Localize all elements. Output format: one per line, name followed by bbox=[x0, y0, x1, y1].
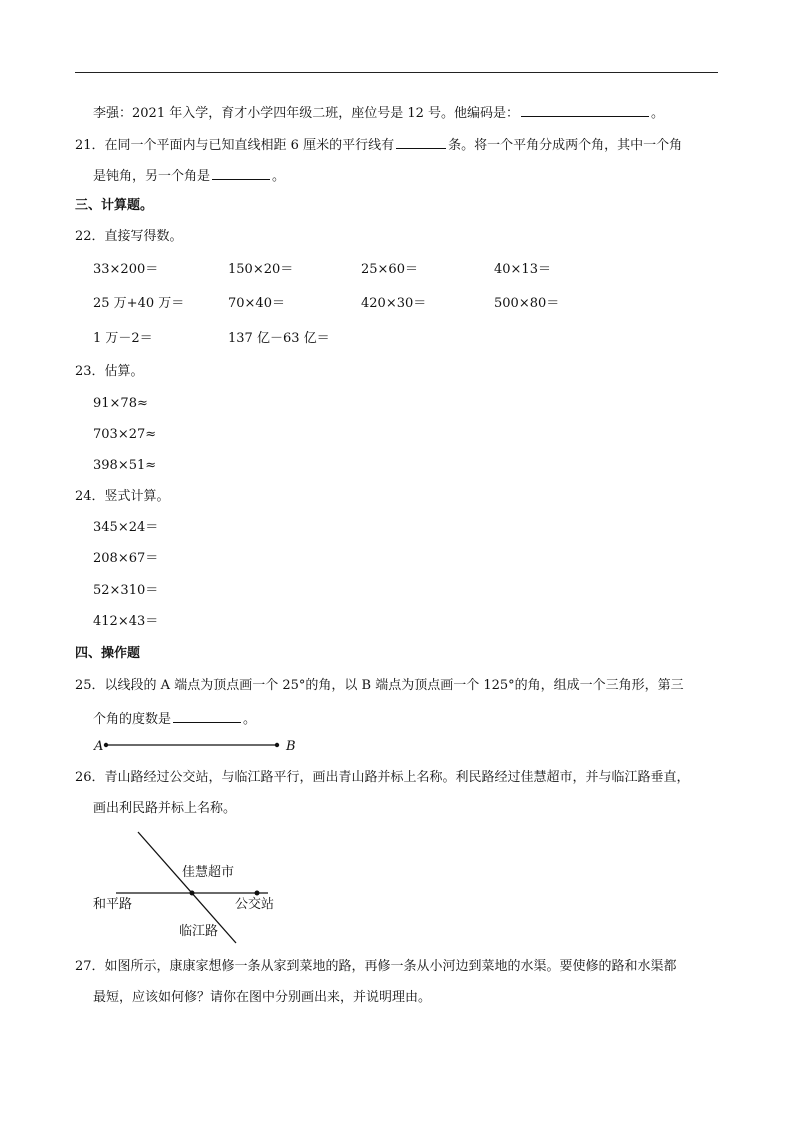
q25-text-c: 。 bbox=[243, 712, 257, 727]
q22-item[interactable]: 25×60＝ bbox=[361, 262, 418, 277]
q25-number: 25． bbox=[75, 678, 105, 693]
label-bus-stop: 公交站 bbox=[235, 897, 275, 912]
segment-ab bbox=[104, 743, 279, 747]
q22-title: 直接写得数。 bbox=[104, 229, 183, 244]
q26-text-a: 青山路经过公交站，与临江路平行，画出青山路并标上名称。利民路经过佳慧超市，并与临江路垂直， bbox=[104, 770, 690, 785]
q27-number: 27． bbox=[75, 959, 105, 974]
q24-item[interactable]: 345×24＝ bbox=[93, 520, 159, 535]
q22-item[interactable]: 420×30＝ bbox=[361, 296, 427, 311]
section-3-heading: 三、计算题。 bbox=[75, 198, 154, 213]
q22-item[interactable]: 137 亿－63 亿＝ bbox=[228, 331, 330, 346]
q27-text-a: 如图所示，康康家想修一条从家到菜地的路，再修一条从小河边到菜地的水渠。要使修的路和水渠都 bbox=[104, 959, 677, 974]
q21-number: 21． bbox=[75, 138, 105, 153]
q25-text-b: 个角的度数是 bbox=[93, 712, 172, 727]
q22-item[interactable]: 40×13＝ bbox=[494, 262, 551, 277]
q22-item[interactable]: 25 万+40 万＝ bbox=[93, 296, 185, 311]
bus-stop-point bbox=[255, 891, 260, 896]
segment-label-a: A bbox=[94, 739, 104, 754]
q21-text-c: 是钝角，另一个角是 bbox=[93, 169, 211, 184]
q23-item[interactable]: 91×78≈ bbox=[93, 396, 148, 411]
q24-item[interactable]: 412×43＝ bbox=[93, 614, 159, 629]
label-supermarket: 佳慧超市 bbox=[182, 865, 235, 880]
q22-item[interactable]: 1 万－2＝ bbox=[93, 331, 153, 346]
q23-item[interactable]: 398×51≈ bbox=[93, 458, 157, 473]
q21-text-b: 条。将一个平角分成两个角，其中一个角 bbox=[448, 138, 683, 153]
q22-item[interactable]: 500×80＝ bbox=[494, 296, 560, 311]
q21-text-d: 。 bbox=[272, 169, 286, 184]
q24-number: 24． bbox=[75, 489, 105, 504]
q23-title: 估算。 bbox=[104, 364, 144, 379]
q26-line2: 画出利民路并标上名称。 bbox=[93, 801, 237, 816]
q20-text: 李强：2021 年入学，育才小学四年级二班，座位号是 12 号。他编码是： bbox=[93, 106, 520, 121]
q23-item[interactable]: 703×27≈ bbox=[93, 427, 157, 442]
q22-item[interactable]: 70×40＝ bbox=[228, 296, 285, 311]
q22-item[interactable]: 150×20＝ bbox=[228, 262, 294, 277]
q24-title: 竖式计算。 bbox=[104, 489, 170, 504]
q24-item[interactable]: 208×67＝ bbox=[93, 551, 159, 566]
q27-line2: 最短，应该如何修？请你在图中分别画出来，并说明理由。 bbox=[93, 990, 432, 1005]
label-heping-road: 和平路 bbox=[93, 897, 133, 912]
point-a bbox=[104, 743, 108, 747]
q25-text-a: 以线段的 A 端点为顶点画一个 25°的角，以 B 端点为顶点画一个 125°的角，组成一个三角形，第三 bbox=[104, 678, 684, 693]
supermarket-point bbox=[190, 891, 195, 896]
q21-text-a: 在同一个平面内与已知直线相距 6 厘米的平行线有 bbox=[104, 138, 395, 153]
q26-number: 26． bbox=[75, 770, 105, 785]
point-b bbox=[275, 743, 279, 747]
q24-item[interactable]: 52×310＝ bbox=[93, 583, 159, 598]
linjiang-road-line bbox=[138, 832, 236, 943]
road-map-figure bbox=[116, 832, 268, 943]
q22-number: 22． bbox=[75, 229, 105, 244]
q23-number: 23． bbox=[75, 364, 105, 379]
segment-label-b: B bbox=[286, 739, 296, 754]
section-4-heading: 四、操作题 bbox=[75, 646, 141, 661]
q20-end: 。 bbox=[651, 106, 665, 121]
label-linjiang-road: 临江路 bbox=[179, 924, 219, 939]
q22-item[interactable]: 33×200＝ bbox=[93, 262, 159, 277]
